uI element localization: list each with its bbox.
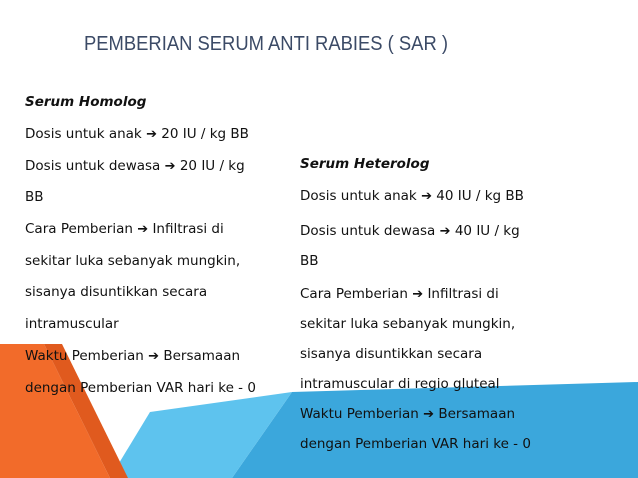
homolog-dosis-dewasa-cont: BB xyxy=(25,189,44,205)
homolog-dosis-anak xyxy=(25,126,249,142)
homolog-waktu-line-2: dengan Pemberian VAR hari ke - 0 xyxy=(25,380,256,396)
heterolog-dosis-dewasa-label: Dosis untuk dewasa xyxy=(300,223,436,239)
slide-title: PEMBERIAN SERUM ANTI RABIES ( SAR ) xyxy=(84,33,448,55)
heterolog-cara-line-3: sisanya disuntikkan secara xyxy=(300,346,483,362)
heterolog-dosis-dewasa-value: 40 IU / kg xyxy=(454,223,520,239)
heterolog-dosis-anak xyxy=(300,188,524,204)
homolog-heading: Serum Homolog xyxy=(25,94,147,110)
homolog-cara-label: Cara Pemberian xyxy=(25,221,133,237)
heterolog-dosis-dewasa xyxy=(300,223,520,239)
arrow-icon: ➔ xyxy=(146,127,157,142)
arrow-icon: ➔ xyxy=(421,189,432,204)
heterolog-cara-line-2: sekitar luka sebanyak mungkin, xyxy=(300,316,516,332)
heterolog-cara-line-4: intramuscular di regio gluteal xyxy=(300,376,500,392)
heterolog-waktu-value: Bersamaan xyxy=(438,406,516,422)
heterolog-heading: Serum Heterolog xyxy=(300,156,430,172)
blue-shape xyxy=(232,382,638,478)
heterolog-waktu-line-2: dengan Pemberian VAR hari ke - 0 xyxy=(300,436,531,452)
homolog-cara-value: Infiltrasi di xyxy=(152,221,224,237)
homolog-waktu-label: Waktu Pemberian xyxy=(25,348,144,364)
arrow-icon: ➔ xyxy=(412,287,424,302)
homolog-cara-line-2: sekitar luka sebanyak mungkin, xyxy=(25,253,241,269)
arrow-icon: ➔ xyxy=(423,407,435,422)
homolog-dosis-dewasa-label: Dosis untuk dewasa xyxy=(25,158,161,174)
heterolog-dosis-anak-value: 40 IU / kg BB xyxy=(436,188,524,204)
homolog-waktu xyxy=(25,348,240,364)
arrow-icon: ➔ xyxy=(439,224,451,239)
homolog-cara-line-4: intramuscular xyxy=(25,316,119,332)
arrow-icon: ➔ xyxy=(148,349,160,364)
heterolog-cara-value: Infiltrasi di xyxy=(427,286,499,302)
homolog-dosis-anak-value: 20 IU / kg BB xyxy=(161,126,249,142)
homolog-dosis-anak-label: Dosis untuk anak xyxy=(25,126,142,142)
heterolog-cara-label: Cara Pemberian xyxy=(300,286,408,302)
heterolog-waktu xyxy=(300,406,515,422)
homolog-dosis-dewasa-value: 20 IU / kg xyxy=(179,158,245,174)
heterolog-cara xyxy=(300,286,499,302)
heterolog-waktu-label: Waktu Pemberian xyxy=(300,406,419,422)
arrow-icon: ➔ xyxy=(137,222,149,237)
heterolog-dosis-dewasa-cont: BB xyxy=(300,253,319,269)
heterolog-dosis-anak-label: Dosis untuk anak xyxy=(300,188,417,204)
homolog-waktu-value: Bersamaan xyxy=(163,348,241,364)
arrow-icon: ➔ xyxy=(164,159,176,174)
homolog-cara xyxy=(25,221,224,237)
homolog-cara-line-3: sisanya disuntikkan secara xyxy=(25,284,208,300)
homolog-dosis-dewasa xyxy=(25,158,245,174)
